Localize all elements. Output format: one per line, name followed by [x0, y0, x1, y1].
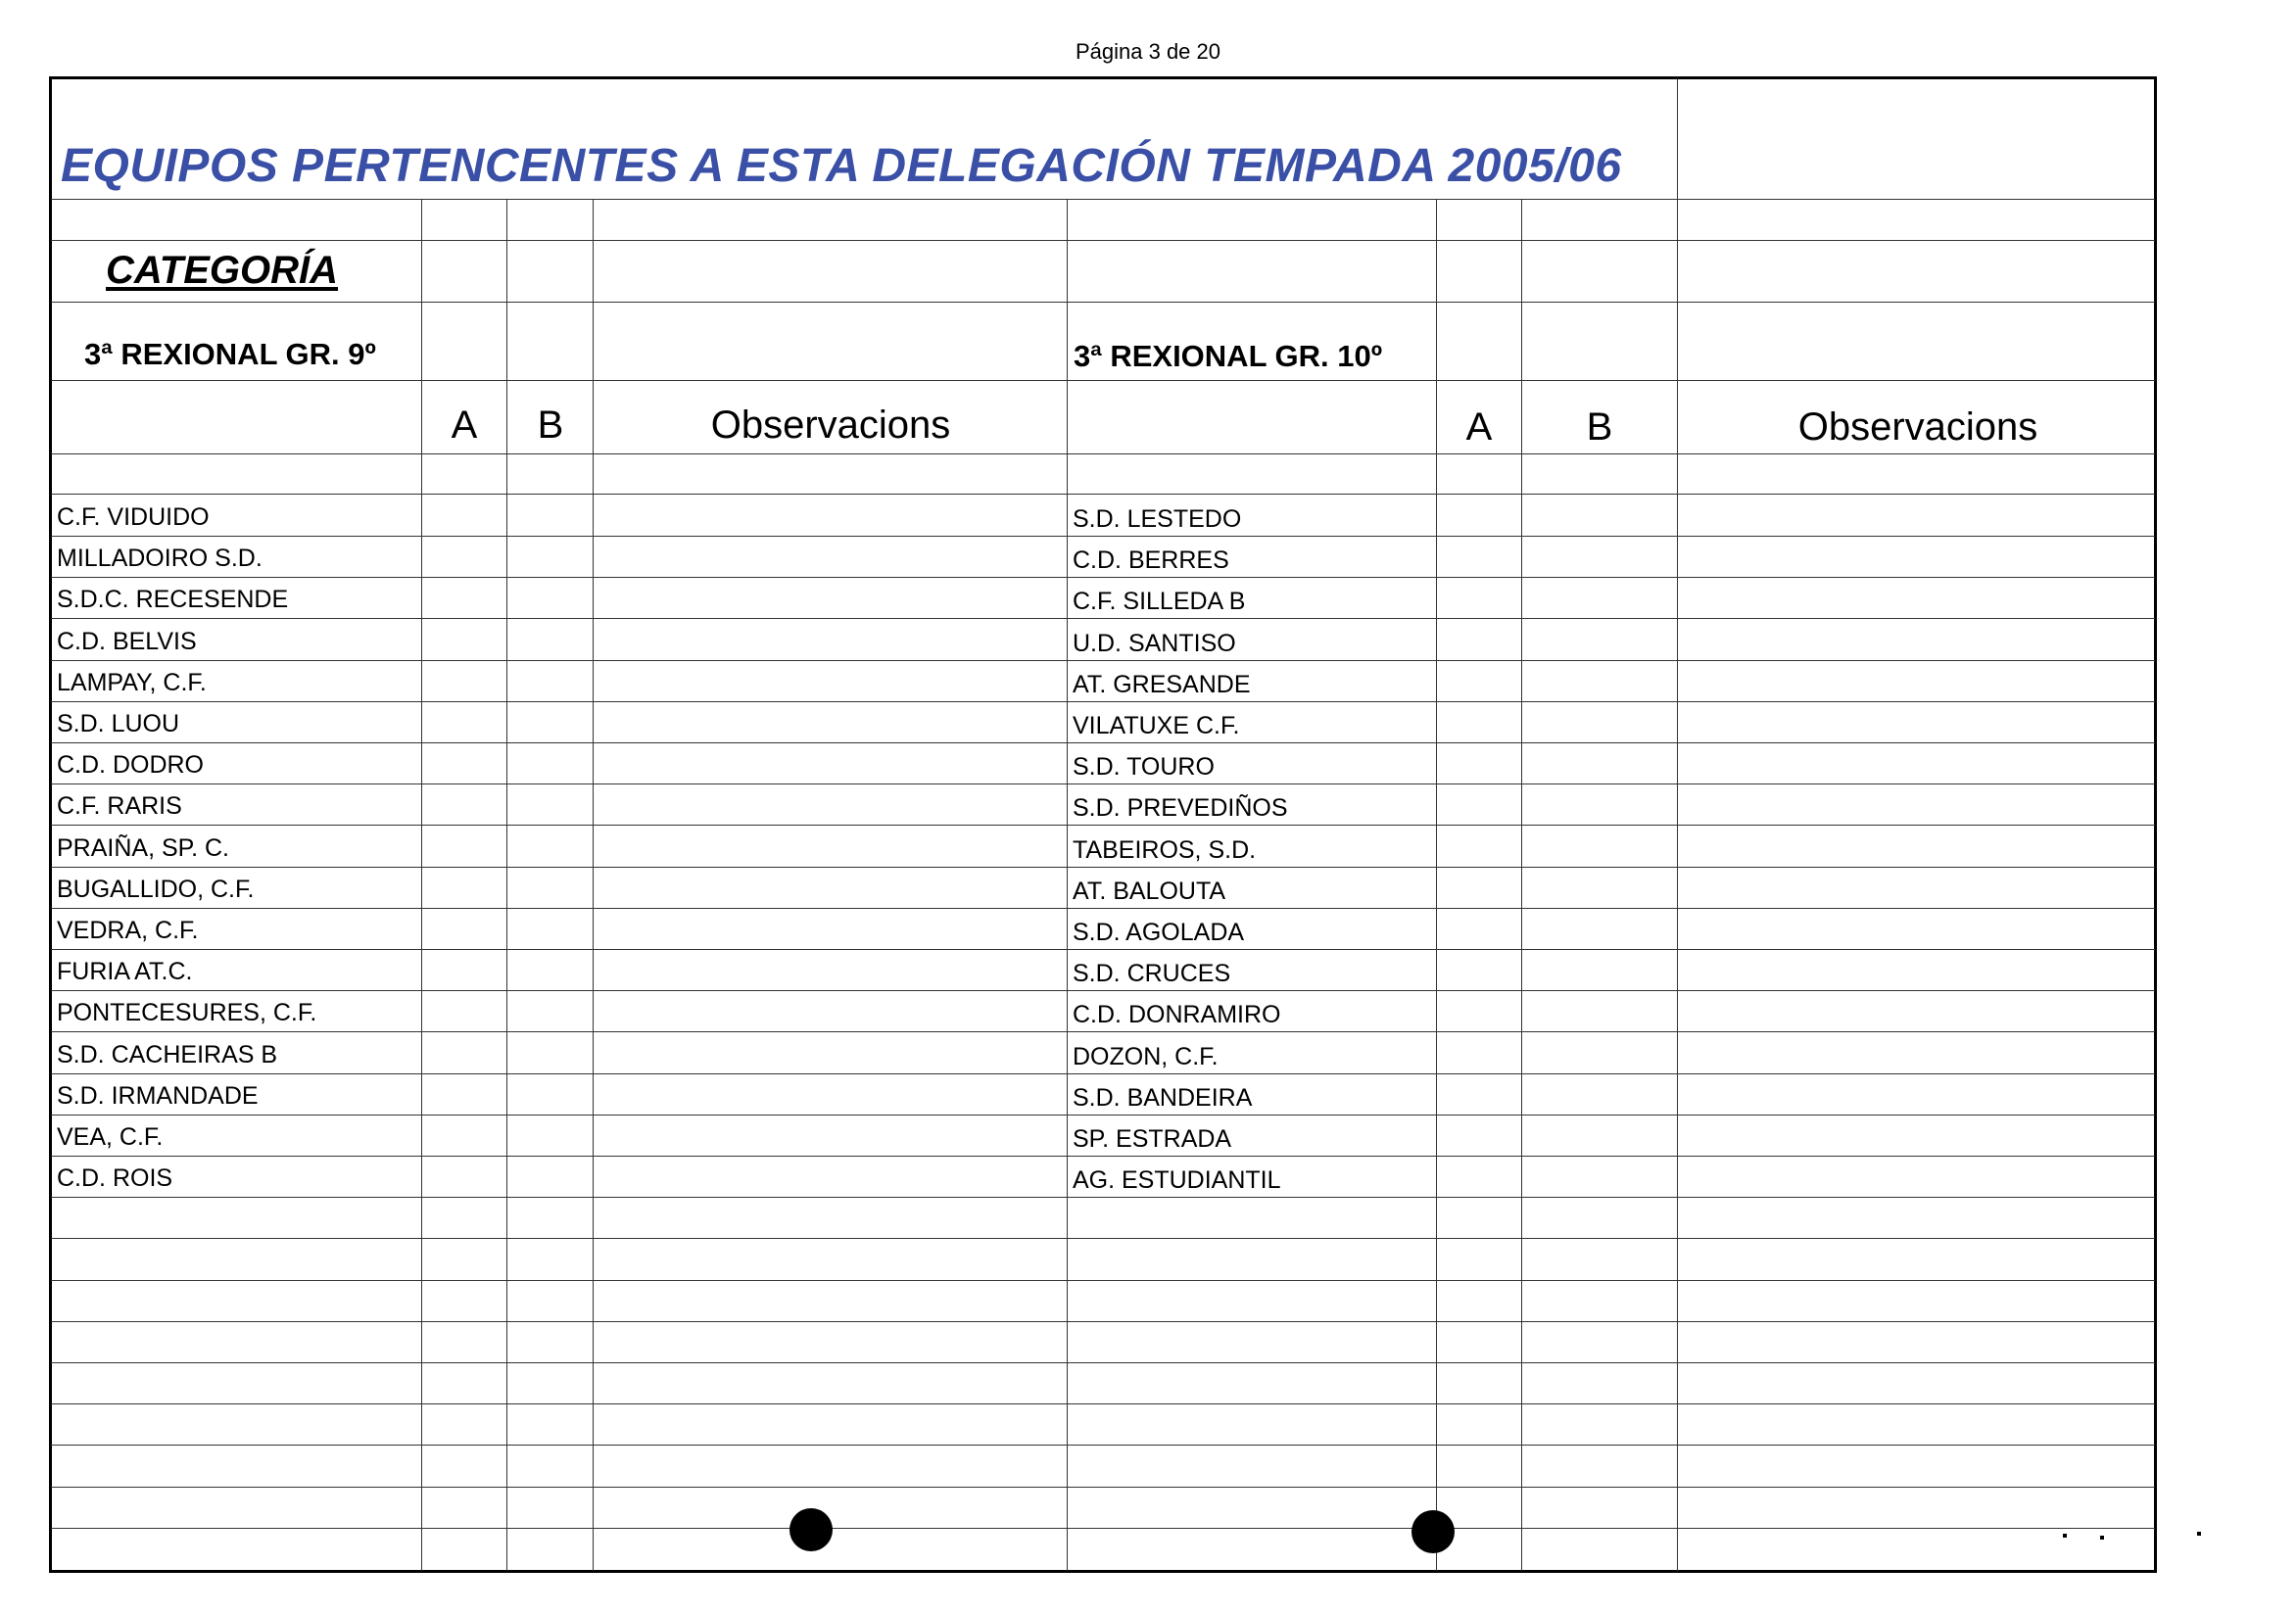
- scan-speck: [2197, 1532, 2201, 1536]
- row-rule: [51, 380, 2155, 381]
- row-rule: [51, 453, 2155, 454]
- left-team-row: C.D. BELVIS: [57, 628, 197, 655]
- row-rule: [51, 1197, 2155, 1198]
- row-rule: [51, 1487, 2155, 1488]
- row-rule: [51, 302, 2155, 303]
- row-rule: [51, 1445, 2155, 1446]
- row-rule: [51, 1238, 2155, 1239]
- row-rule: [51, 199, 2155, 200]
- right-team-row: DOZON, C.F.: [1073, 1043, 1219, 1070]
- row-rule: [51, 1321, 2155, 1322]
- left-team-row: PRAIÑA, SP. C.: [57, 834, 229, 862]
- right-team-row: C.D. DONRAMIRO: [1073, 1001, 1281, 1028]
- right-observations-header: Observacions: [1797, 405, 2038, 449]
- left-observations-header: Observacions: [710, 404, 951, 447]
- page-number: Página 3 de 20: [1075, 39, 1221, 64]
- document-title: EQUIPOS PERTENCENTES A ESTA DELEGACIÓN TEMPADA 2005/06: [61, 140, 1622, 192]
- left-team-row: C.D. DODRO: [57, 751, 204, 779]
- row-rule: [51, 908, 2155, 909]
- row-rule: [51, 701, 2155, 702]
- right-team-row: AG. ESTUDIANTIL: [1073, 1166, 1281, 1194]
- left-group-name: 3ª REXIONAL GR. 9º: [84, 337, 376, 371]
- left-team-row: S.D. LUOU: [57, 710, 180, 737]
- right-team-row: U.D. SANTISO: [1073, 630, 1236, 657]
- row-rule: [51, 949, 2155, 950]
- left-team-row: C.F. RARIS: [57, 792, 182, 820]
- right-team-row: S.D. TOURO: [1073, 753, 1215, 781]
- row-rule: [51, 494, 2155, 495]
- right-team-row: AT. BALOUTA: [1073, 878, 1226, 905]
- left-col-b-header: B: [537, 404, 564, 447]
- punch-hole-right: [1411, 1510, 1455, 1553]
- row-rule: [51, 825, 2155, 826]
- right-col-a-header: A: [1465, 405, 1493, 449]
- right-team-row: TABEIROS, S.D.: [1073, 836, 1257, 864]
- punch-hole-left: [789, 1508, 833, 1551]
- left-team-row: VEDRA, C.F.: [57, 917, 199, 944]
- left-team-row: LAMPAY, C.F.: [57, 669, 207, 696]
- row-rule: [51, 577, 2155, 578]
- right-team-row: S.D. CRUCES: [1073, 960, 1231, 987]
- row-rule: [51, 742, 2155, 743]
- right-team-row: VILATUXE C.F.: [1073, 712, 1240, 739]
- left-col-a-header: A: [451, 404, 478, 447]
- right-team-row: C.F. SILLEDA B: [1073, 588, 1246, 615]
- right-team-row: S.D. AGOLADA: [1073, 919, 1245, 946]
- left-team-row: C.F. VIDUIDO: [57, 503, 210, 531]
- right-team-row: C.D. BERRES: [1073, 546, 1229, 574]
- right-team-row: AT. GRESANDE: [1073, 671, 1251, 698]
- right-team-row: S.D. LESTEDO: [1073, 505, 1242, 533]
- left-team-row: MILLADOIRO S.D.: [57, 545, 263, 572]
- row-rule: [51, 1073, 2155, 1074]
- left-team-row: VEA, C.F.: [57, 1123, 164, 1151]
- category-label: CATEGORÍA: [106, 249, 339, 292]
- row-rule: [51, 783, 2155, 784]
- row-rule: [51, 867, 2155, 868]
- left-team-row: S.D. IRMANDADE: [57, 1082, 259, 1110]
- row-rule: [51, 618, 2155, 619]
- left-team-row: FURIA AT.C.: [57, 958, 193, 985]
- row-rule: [51, 990, 2155, 991]
- row-rule: [51, 1115, 2155, 1116]
- row-rule: [51, 1031, 2155, 1032]
- right-col-b-header: B: [1586, 405, 1613, 449]
- row-rule: [51, 1403, 2155, 1404]
- row-rule: [51, 1362, 2155, 1363]
- left-team-row: S.D. CACHEIRAS B: [57, 1041, 278, 1068]
- left-team-row: BUGALLIDO, C.F.: [57, 876, 255, 903]
- scan-speck: [2100, 1536, 2104, 1540]
- right-group-name: 3ª REXIONAL GR. 10º: [1074, 339, 1383, 373]
- row-rule: [51, 1156, 2155, 1157]
- row-rule: [51, 1280, 2155, 1281]
- left-team-row: C.D. ROIS: [57, 1164, 173, 1192]
- row-rule: [51, 660, 2155, 661]
- right-team-row: S.D. PREVEDIÑOS: [1073, 794, 1288, 822]
- left-team-row: S.D.C. RECESENDE: [57, 586, 289, 613]
- row-rule: [51, 240, 2155, 241]
- column-rule: [1677, 78, 1678, 199]
- left-team-row: PONTECESURES, C.F.: [57, 999, 317, 1026]
- right-team-row: SP. ESTRADA: [1073, 1125, 1232, 1153]
- scan-speck: [2063, 1534, 2067, 1538]
- right-team-row: S.D. BANDEIRA: [1073, 1084, 1253, 1112]
- row-rule: [51, 536, 2155, 537]
- row-rule: [51, 1528, 2155, 1529]
